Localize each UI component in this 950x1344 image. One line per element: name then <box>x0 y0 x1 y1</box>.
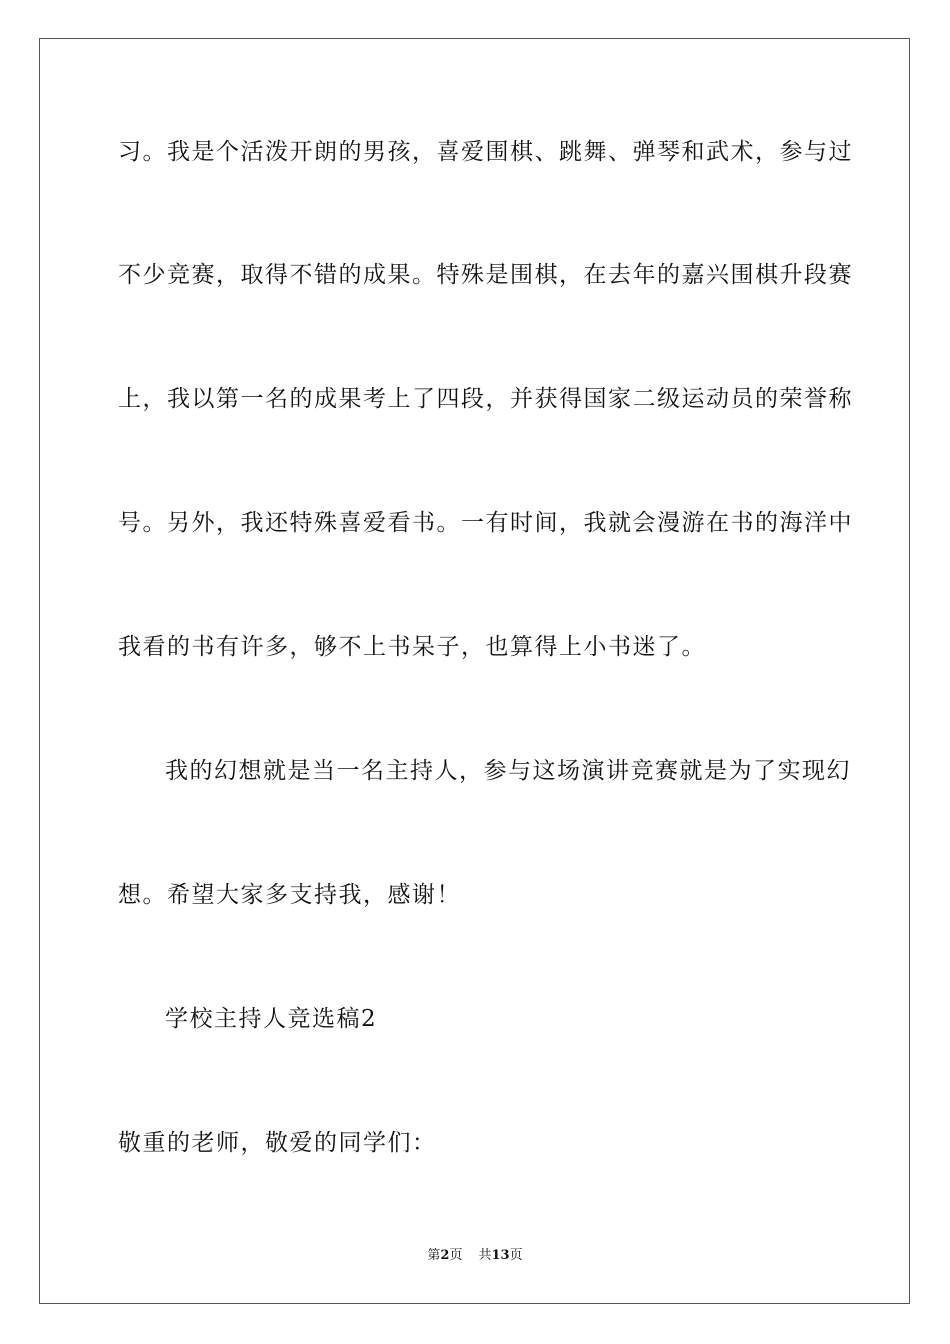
page-number: 2 <box>440 1248 450 1263</box>
body-text-line: 不少竞赛，取得不错的成果。特殊是围棋，在去年的嘉兴围棋升段赛 <box>118 262 853 288</box>
page-suffix: 页 <box>449 1248 463 1263</box>
body-text-line: 习。我是个活泼开朗的男孩，喜爱围棋、跳舞、弹琴和武术，参与过 <box>118 139 853 165</box>
body-text-line: 我看的书有许多，够不上书呆子，也算得上小书迷了。 <box>118 634 706 660</box>
salutation-line: 敬重的老师，敬爱的同学们： <box>118 1130 437 1156</box>
body-text-line: 上，我以第一名的成果考上了四段，并获得国家二级运动员的荣誉称 <box>118 386 853 412</box>
total-suffix: 页 <box>509 1248 523 1263</box>
page-prefix: 第 <box>427 1248 441 1263</box>
paragraph-start-line: 我的幻想就是当一名主持人，参与这场演讲竞赛就是为了实现幻 <box>165 758 851 784</box>
body-text-line: 号。另外，我还特殊喜爱看书。一有时间，我就会漫游在书的海洋中 <box>118 510 853 536</box>
section-heading: 学校主持人竞选稿2 <box>165 1006 378 1032</box>
body-text-line: 想。希望大家多支持我，感谢！ <box>118 882 461 908</box>
total-pages: 13 <box>491 1248 510 1263</box>
page-border <box>39 38 910 1304</box>
page-footer <box>0 1247 950 1265</box>
total-prefix: 共 <box>478 1248 492 1263</box>
